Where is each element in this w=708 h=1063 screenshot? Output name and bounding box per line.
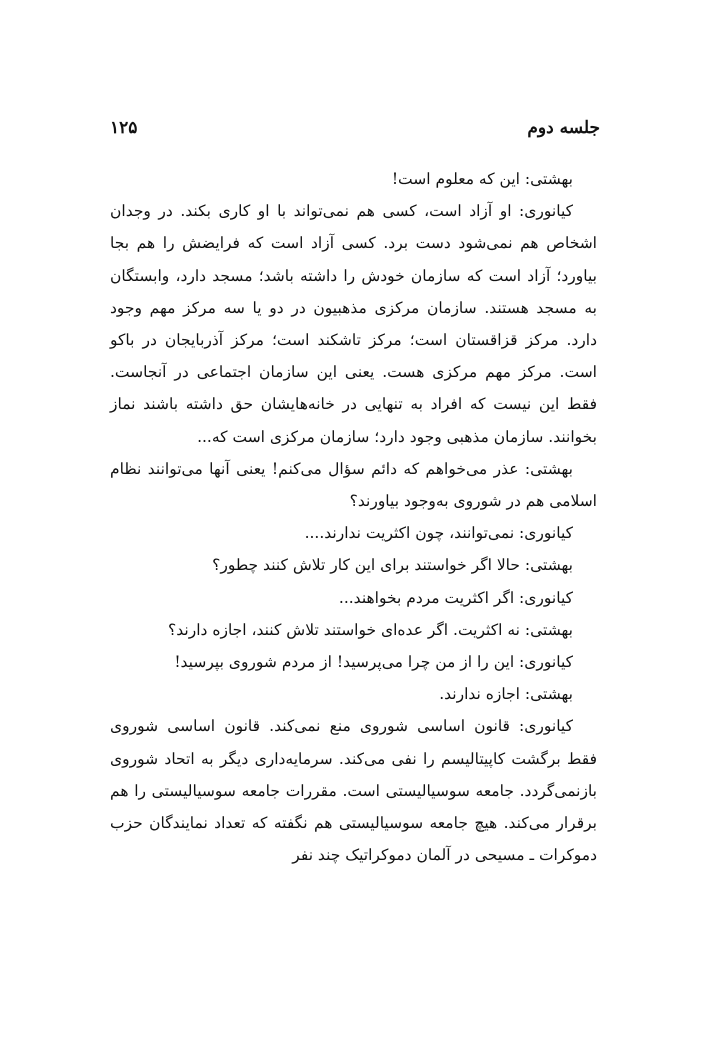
paragraph-beheshti-4: بهشتی: نه اکثریت. اگر عده‌ای خواستند تلاش کنند، اجازه دارند؟ [168,620,573,639]
paragraph-kianouri-3: کیانوری: اگر اکثریت مردم بخواهند... [338,588,573,607]
body-text [110,163,597,871]
paragraph-kianouri-4: کیانوری: این را از من چرا می‌پرسید! از مردم شوروی بپرسید! [174,653,573,672]
paragraph-beheshti-1: بهشتی: این که معلوم است! [391,170,573,188]
paragraph-kianouri-1: کیانوری: او آزاد است، کسی هم نمی‌تواند با او کاری بکند. در وجدان اشخاص هم نمی‌شود دست برد. کسی آزاد است که فرایضش را هم بجا بیاورد؛ آزاد است که سازمان خودش را داشته باشد؛ مسجد دارد، وابستگان به مسجد هستند. سازمان مرکزی مذهبیون در دو یا سه مرکز مهم وجود دارد. مرکز قزاقستان است؛ مرکز تاشکند است؛ مرکز آذربایجان در باکو است. مرکز مهم مرکزی هست. یعنی این سازمان اجتماعی در آنجاست. فقط این نیست که افراد به تنهایی در خانه‌هایشان حق داشته باشند نماز بخوانند. سازمان مذهبی وجود دارد؛ سازمان مرکزی است که... [110,202,597,446]
page-number: ١٢۵ [110,118,138,138]
paragraph-beheshti-2: بهشتی: عذر می‌خواهم که دائم سؤال می‌کنم! یعنی آنها می‌توانند نظام اسلامی هم در شوروی به‌وجود بیاورند؟ [110,459,597,511]
paragraph-kianouri-2: کیانوری: نمی‌توانند، چون اکثریت ندارند.... [304,524,573,543]
page-header [110,118,600,146]
paragraph-beheshti-5: بهشتی: اجازه ندارند. [439,685,573,704]
paragraph-kianouri-5: کیانوری: قانون اساسی شوروی منع نمی‌کند. قانون اساسی شوروی فقط برگشت کاپیتالیسم را نفی می‌کند. سرمایه‌داری دیگر به اتحاد شوروی بازنمی‌گردد. جامعه سوسیالیستی است. مقررات جامعه سوسیالیستی را هم برقرار می‌کند. هیچ جامعه سوسیالیستی هم نگفته که تعداد نمایندگان حزب دموکرات ـ مسیحی در آلمان دموکراتیک چند نفر [110,717,597,865]
running-title: جلسه دوم [527,118,600,138]
paragraph-beheshti-3: بهشتی: حالا اگر خواستند برای این کار تلاش کنند چطور؟ [212,556,573,575]
